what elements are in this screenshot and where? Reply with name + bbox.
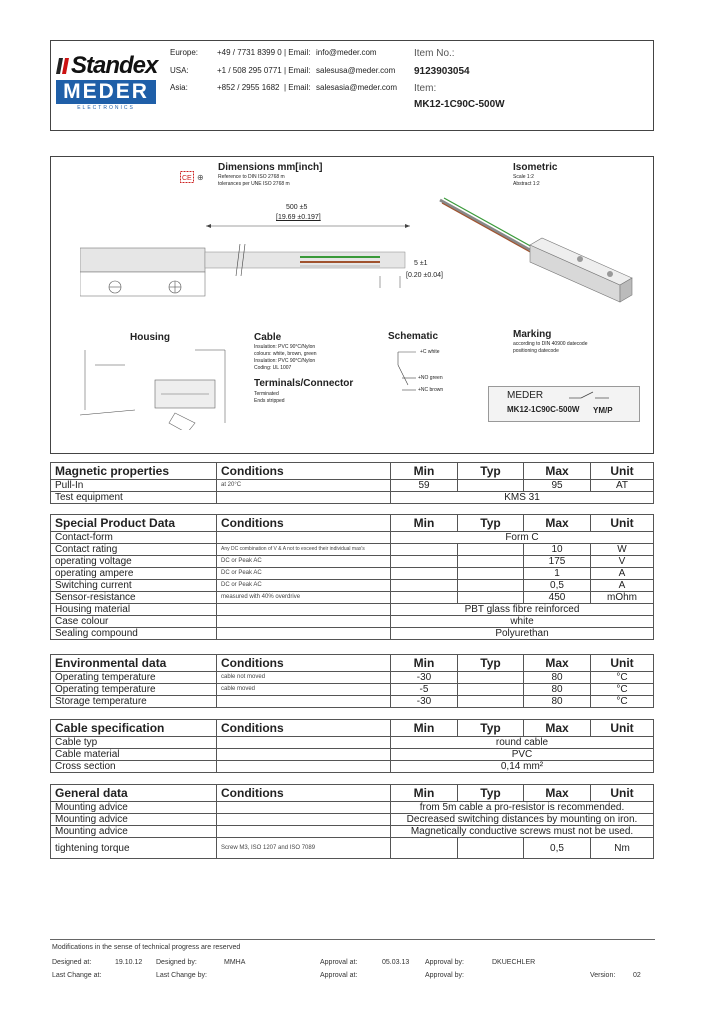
table-row: [51, 480, 654, 492]
row-cond: at 20°C: [217, 480, 391, 492]
row-cond: DC or Peak AC: [217, 568, 391, 580]
contact-usa-email-label: | Email:: [284, 66, 311, 75]
row-cond: DC or Peak AC: [217, 580, 391, 592]
row-span: Magnetically conductive screws must not be used.: [391, 826, 654, 838]
logo-meder: MEDER: [56, 80, 156, 104]
row-span: KMS 31: [391, 492, 654, 504]
special-max-header: Max: [524, 515, 591, 532]
row-span: white: [391, 616, 654, 628]
row-min: -30: [391, 672, 458, 684]
row-name: Storage temperature: [51, 696, 217, 708]
schematic-label-c: +C white: [420, 349, 440, 355]
row-max: 80: [524, 696, 591, 708]
special-title: Special Product Data: [51, 515, 217, 532]
row-max: 0,5: [524, 838, 591, 859]
designed-by-label: Designed by:: [156, 959, 197, 966]
row-name: Sealing compound: [51, 628, 217, 640]
row-max: 10: [524, 544, 591, 556]
environmental-conditions-header: Conditions: [217, 655, 391, 672]
contact-asia-region: Asia:: [170, 83, 188, 92]
row-min: 59: [391, 480, 458, 492]
cable-line-3: Insulation: PVC 90°C/Nylon: [254, 358, 316, 364]
row-span: Decreased switching distances by mounting on iron.: [391, 814, 654, 826]
row-max: 1: [524, 568, 591, 580]
row-name: Mounting advice: [51, 802, 217, 814]
row-min: [391, 580, 458, 592]
housing-title: Housing: [130, 332, 170, 343]
table-row: [51, 672, 654, 684]
row-cond: cable moved: [217, 684, 391, 696]
row-unit: V: [591, 556, 654, 568]
dim-length: 500 ±5: [286, 204, 308, 211]
row-unit: Nm: [591, 838, 654, 859]
isometric-scale: Scale 1:2: [513, 174, 534, 180]
cable-unit-header: Unit: [591, 720, 654, 737]
row-min: -30: [391, 696, 458, 708]
cable-title: Cable: [254, 332, 282, 343]
row-min: [391, 568, 458, 580]
general-typ-header: Typ: [458, 785, 524, 802]
general-table: [50, 784, 654, 859]
table-row: [51, 592, 654, 604]
row-cond: Any DC combination of V & A not to exceed their individual max's: [217, 544, 391, 556]
table-row: [51, 616, 654, 628]
schematic-label-nc: +NC brown: [418, 387, 444, 393]
marking-label: [488, 386, 640, 422]
row-cond: Screw M3, ISO 1207 and ISO 7089: [217, 838, 391, 859]
contact-europe-email[interactable]: info@meder.com: [316, 48, 377, 57]
row-min: [391, 838, 458, 859]
table-row: [51, 532, 654, 544]
row-span: Form C: [391, 532, 654, 544]
approval-at-value: 05.03.13: [382, 959, 410, 966]
table-row: [51, 696, 654, 708]
environmental-max-header: Max: [524, 655, 591, 672]
marking-switch-icon: [569, 390, 609, 402]
contact-europe-email-label: | Email:: [284, 48, 311, 57]
marking-item: MK12-1C90C-500W: [507, 405, 580, 414]
magnetic-typ-header: Typ: [458, 463, 524, 480]
special-unit-header: Unit: [591, 515, 654, 532]
row-unit: °C: [591, 696, 654, 708]
row-typ: [458, 568, 524, 580]
item-no-label: Item No.:: [414, 48, 455, 59]
general-max-header: Max: [524, 785, 591, 802]
table-row: [51, 556, 654, 568]
row-max: 450: [524, 592, 591, 604]
cable-line-2: colours: white, brown, green: [254, 351, 317, 357]
table-row: [51, 749, 654, 761]
logo-standex-text: Standex: [71, 52, 158, 79]
row-cond: DC or Peak AC: [217, 556, 391, 568]
environmental-typ-header: Typ: [458, 655, 524, 672]
cable-table-title: Cable specification: [51, 720, 217, 737]
approval-by-value: DKUECHLER: [492, 959, 536, 966]
isometric-drawing: [430, 190, 640, 320]
row-span: round cable: [391, 737, 654, 749]
row-max: 80: [524, 672, 591, 684]
cable-line-1: Insulation: PVC 90°C/Nylon: [254, 344, 316, 350]
general-unit-header: Unit: [591, 785, 654, 802]
row-span: PVC: [391, 749, 654, 761]
row-unit: AT: [591, 480, 654, 492]
dimensions-note-1: Reference to DIN ISO 2768 m: [218, 174, 285, 180]
row-max: 95: [524, 480, 591, 492]
special-min-header: Min: [391, 515, 458, 532]
row-name: Contact-form: [51, 532, 217, 544]
row-span: from 5m cable a pro-resistor is recommended.: [391, 802, 654, 814]
row-typ: [458, 556, 524, 568]
contact-usa-email[interactable]: salesusa@meder.com: [316, 66, 396, 75]
row-typ: [458, 838, 524, 859]
designed-by-value: MMHA: [224, 959, 246, 966]
contact-asia-email-label: | Email:: [284, 83, 311, 92]
environmental-unit-header: Unit: [591, 655, 654, 672]
row-name: Sensor-resistance: [51, 592, 217, 604]
magnetic-conditions-header: Conditions: [217, 463, 391, 480]
contact-asia-phone: +852 / 2955 1682: [217, 83, 280, 92]
isometric-title: Isometric: [513, 162, 558, 173]
dimensions-title: Dimensions mm[inch]: [218, 162, 323, 173]
row-min: [391, 544, 458, 556]
row-span: PBT glass fibre reinforced: [391, 604, 654, 616]
row-cond: measured with 40% overdrive: [217, 592, 391, 604]
isometric-note: Abstract 1:2: [513, 181, 540, 187]
last-change-at-label: Last Change at:: [52, 972, 102, 979]
contact-usa-region: USA:: [170, 66, 189, 75]
contact-asia-email[interactable]: salesasia@meder.com: [316, 83, 398, 92]
dim-5-inch: [0.20 ±0.04]: [406, 272, 443, 279]
last-change-by-label: Last Change by:: [156, 972, 207, 979]
dim-length-inch: [19.69 ±0.197]: [276, 214, 321, 221]
row-name: Test equipment: [51, 492, 217, 504]
table-row: [51, 684, 654, 696]
row-span: 0,14 mm²: [391, 761, 654, 773]
special-typ-header: Typ: [458, 515, 524, 532]
dimension-drawing: [80, 196, 420, 306]
row-name: Contact rating: [51, 544, 217, 556]
cable-min-header: Min: [391, 720, 458, 737]
row-name: Cross section: [51, 761, 217, 773]
row-name: Housing material: [51, 604, 217, 616]
designed-at-label: Designed at:: [52, 959, 92, 966]
table-row: [51, 568, 654, 580]
schematic-drawing: [388, 345, 418, 395]
row-max: 80: [524, 684, 591, 696]
table-row: [51, 802, 654, 814]
row-name: Cable material: [51, 749, 217, 761]
row-typ: [458, 580, 524, 592]
table-row: [51, 628, 654, 640]
row-span: Polyurethan: [391, 628, 654, 640]
terminals-line-2: Ends stripped: [254, 398, 285, 404]
row-unit: °C: [591, 684, 654, 696]
table-row: [51, 580, 654, 592]
magnetic-min-header: Min: [391, 463, 458, 480]
marking-code: YM/P: [593, 406, 613, 415]
ce-mark-icon: [180, 170, 210, 182]
row-max: 175: [524, 556, 591, 568]
item-label: Item:: [414, 83, 437, 94]
designed-at-value: 19.10.12: [115, 959, 143, 966]
row-typ: [458, 672, 524, 684]
special-table: [50, 514, 654, 640]
magnetic-max-header: Max: [524, 463, 591, 480]
row-min: -5: [391, 684, 458, 696]
version-label: Version:: [590, 972, 616, 979]
terminals-title: Terminals/Connector: [254, 378, 354, 389]
row-name: Operating temperature: [51, 684, 217, 696]
schematic-label-no: +NO green: [418, 375, 443, 381]
row-unit: °C: [591, 672, 654, 684]
magnetic-title: Magnetic properties: [51, 463, 217, 480]
table-row: [51, 544, 654, 556]
row-name: Pull-In: [51, 480, 217, 492]
table-row: [51, 826, 654, 838]
row-max: 0,5: [524, 580, 591, 592]
cable-conditions-header: Conditions: [217, 720, 391, 737]
general-min-header: Min: [391, 785, 458, 802]
marking-title: Marking: [513, 329, 552, 340]
table-row: [51, 814, 654, 826]
contact-europe-region: Europe:: [170, 48, 199, 57]
general-conditions-header: Conditions: [217, 785, 391, 802]
footer-divider: [50, 939, 655, 940]
table-row: [51, 604, 654, 616]
cable-max-header: Max: [524, 720, 591, 737]
general-title: General data: [51, 785, 217, 802]
row-name: operating ampere: [51, 568, 217, 580]
contact-usa-phone: +1 / 508 295 0771: [217, 66, 282, 75]
row-cond: cable not moved: [217, 672, 391, 684]
row-name: Switching current: [51, 580, 217, 592]
row-name: operating voltage: [51, 556, 217, 568]
item-no-value: 9123903054: [414, 66, 470, 77]
special-conditions-header: Conditions: [217, 515, 391, 532]
row-typ: [458, 480, 524, 492]
schematic-title: Schematic: [388, 331, 439, 342]
marking-line-2: positioning datecode: [513, 348, 559, 354]
cable-line-4: Coding: UL 1007: [254, 365, 292, 371]
approval-by-label: Approval by:: [425, 959, 464, 966]
row-min: [391, 556, 458, 568]
standex-logo: [56, 52, 160, 112]
approval-at-2-label: Approval at:: [320, 972, 358, 979]
row-cond: [217, 696, 391, 708]
table-row: [51, 737, 654, 749]
row-name: Cable typ: [51, 737, 217, 749]
modifications-note: Modifications in the sense of technical progress are reserved: [52, 944, 241, 951]
magnetic-unit-header: Unit: [591, 463, 654, 480]
row-min: [391, 592, 458, 604]
logo-sub: ELECTRONICS: [77, 105, 135, 111]
dim-5: 5 ±1: [414, 260, 428, 267]
table-row: [51, 838, 654, 859]
marking-line-1: according to DIN 40900 datecode: [513, 341, 588, 347]
dimensions-note-2: tolerances per UNE ISO 2768 m: [218, 181, 290, 187]
version-value: 02: [633, 972, 641, 979]
standex-mark-icon: [56, 56, 70, 76]
row-typ: [458, 696, 524, 708]
row-name: Mounting advice: [51, 826, 217, 838]
row-typ: [458, 592, 524, 604]
cable-table: [50, 719, 654, 773]
environmental-min-header: Min: [391, 655, 458, 672]
row-unit: W: [591, 544, 654, 556]
magnetic-table: [50, 462, 654, 504]
cable-typ-header: Typ: [458, 720, 524, 737]
item-value: MK12-1C90C-500W: [414, 99, 505, 110]
row-name: Operating temperature: [51, 672, 217, 684]
row-typ: [458, 544, 524, 556]
row-name: tightening torque: [51, 838, 217, 859]
contact-europe-phone: +49 / 7731 8399 0: [217, 48, 282, 57]
row-unit: mOhm: [591, 592, 654, 604]
housing-drawing: [75, 345, 235, 430]
environmental-title: Environmental data: [51, 655, 217, 672]
marking-brand: MEDER: [507, 390, 544, 401]
environmental-table: [50, 654, 654, 708]
approval-by-2-label: Approval by:: [425, 972, 464, 979]
row-unit: A: [591, 580, 654, 592]
table-row: [51, 492, 654, 504]
terminals-line-1: Terminated: [254, 391, 279, 397]
table-row: [51, 761, 654, 773]
row-name: Mounting advice: [51, 814, 217, 826]
row-name: Case colour: [51, 616, 217, 628]
approval-at-label: Approval at:: [320, 959, 358, 966]
svg-text:⊕: ⊕: [197, 173, 204, 182]
svg-text:CE: CE: [182, 175, 192, 182]
row-unit: A: [591, 568, 654, 580]
row-typ: [458, 684, 524, 696]
